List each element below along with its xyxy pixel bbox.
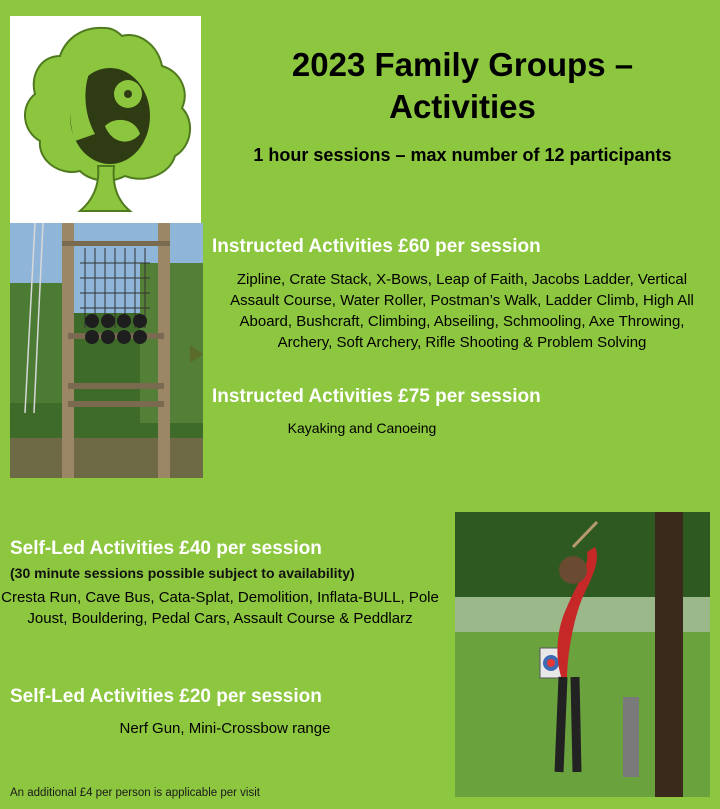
page-title: 2023 Family Groups – Activities — [291, 46, 634, 125]
section-heading-instructed-60: Instructed Activities £60 per session — [212, 236, 541, 257]
climbing-tower-photo — [10, 223, 203, 478]
section-heading-instructed-75: Instructed Activities £75 per session — [212, 386, 541, 407]
archery-photo — [455, 512, 710, 797]
section-heading-selfled-20: Self-Led Activities £20 per session — [10, 686, 322, 707]
section-note-selfled-40: (30 minute sessions possible subject to availability) — [10, 565, 355, 581]
section-list-selfled-20: Nerf Gun, Mini-Crossbow range — [119, 720, 331, 737]
footer-note: An additional £4 per person is applicable per visit — [10, 787, 260, 799]
squirrel-tree-logo — [10, 16, 201, 223]
section-list-instructed-75: Kayaking and Canoeing — [287, 420, 437, 436]
page-subtitle: 1 hour sessions – max number of 12 participants — [253, 145, 672, 165]
pointer-arrow-icon — [190, 345, 203, 363]
section-heading-selfled-40: Self-Led Activities £40 per session — [10, 538, 322, 559]
section-list-instructed-60: Zipline, Crate Stack, X-Bows, Leap of Faith, Jacobs Ladder, Vertical Assault Course, Water Roller, Postman’s Walk, Ladder Climb, High All Aboard, Bushcraft, Climbing, Abseiling, Schmooling, Axe Throwing, Archery, Soft Archery, Rifle Shooting & Problem Solving — [230, 271, 694, 351]
section-list-selfled-40: Cresta Run, Cave Bus, Cata-Splat, Demolition, Inflata-BULL, Pole Joust, Bouldering, Pedal Cars, Assault Course & Peddlarz — [1, 589, 439, 627]
